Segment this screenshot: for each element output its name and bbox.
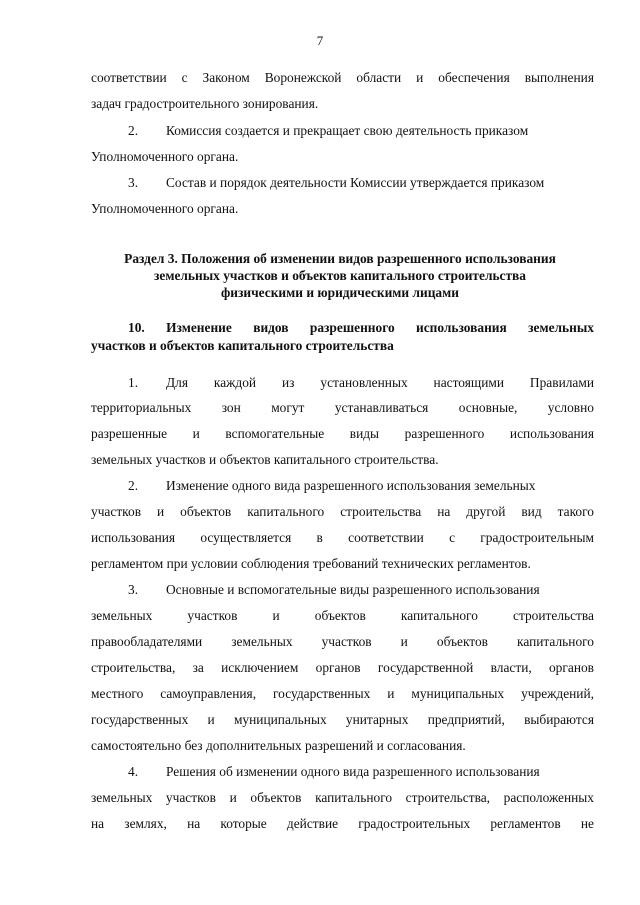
page-number: 7: [316, 33, 324, 48]
paragraph-line: [91, 764, 594, 780]
item-number: 3.: [128, 175, 139, 190]
paragraph-line: на землях, на которые действие градостроительных регламентов не: [91, 816, 594, 831]
section-title-line: земельных участков и объектов капитального строительства: [154, 268, 526, 283]
paragraph-line: [91, 375, 594, 391]
paragraph-line: строительства, за исключением органов государственной власти, органов: [91, 660, 594, 675]
paragraph-line: задач градостроительного зонирования.: [91, 96, 319, 111]
paragraph-line: участков и объектов капитального строительства на другой вид такого: [91, 504, 594, 519]
paragraph-line: разрешенные и вспомогательные виды разрешенного использования: [91, 426, 594, 441]
paragraph-line: [91, 123, 594, 139]
item-number: 4.: [128, 764, 139, 779]
paragraph-line: Уполномоченного органа.: [91, 201, 239, 216]
paragraph-line: земельных участков и объектов капитального строительства, расположенных: [91, 790, 594, 805]
paragraph-line: регламентом при условии соблюдения требований технических регламентов.: [91, 556, 531, 571]
paragraph-line: местного самоуправления, государственных и муниципальных учреждений,: [91, 686, 594, 701]
paragraph-line: [91, 175, 594, 191]
paragraph-line: земельных участков и объектов капитального строительства.: [91, 452, 439, 467]
item-number: 1.: [128, 375, 139, 390]
section-title-line: физическими и юридическими лицами: [221, 285, 459, 300]
paragraph-line: [91, 582, 594, 598]
paragraph-text: Решения об изменении одного вида разрешенного использования: [166, 764, 540, 779]
paragraph-line: [91, 478, 594, 494]
paragraph-line: использования осуществляется в соответствии с градостроительным: [91, 530, 594, 545]
article-title-line: участков и объектов капитального строительства: [91, 338, 394, 353]
paragraph-text: Основные и вспомогательные виды разрешенного использования: [166, 582, 540, 597]
paragraph-line: земельных участков и объектов капитального строительства: [91, 608, 594, 623]
paragraph-text: Изменение одного вида разрешенного использования земельных: [166, 478, 536, 493]
paragraph-line: территориальных зон могут устанавливаться основные, условно: [91, 400, 594, 415]
paragraph-line: Уполномоченного органа.: [91, 149, 239, 164]
item-number: 2.: [128, 123, 139, 138]
paragraph-line: правообладателями земельных участков и объектов капитального: [91, 634, 594, 649]
item-number: 3.: [128, 582, 139, 597]
item-number: 2.: [128, 478, 139, 493]
article-title-line: 10. Изменение видов разрешенного использования земельных: [128, 320, 594, 335]
paragraph-line: самостоятельно без дополнительных разрешений и согласования.: [91, 738, 466, 753]
paragraph-line: государственных и муниципальных унитарных предприятий, выбираются: [91, 712, 594, 727]
paragraph-text: Состав и порядок деятельности Комиссии утверждается приказом: [166, 175, 545, 190]
section-title-line: Раздел 3. Положения об изменении видов разрешенного использования: [124, 251, 556, 266]
paragraph-text: Для каждой из установленных настоящими Правилами: [166, 375, 594, 390]
paragraph-line: соответствии с Законом Воронежской области и обеспечения выполнения: [91, 70, 594, 85]
paragraph-text: Комиссия создается и прекращает свою деятельность приказом: [166, 123, 529, 138]
